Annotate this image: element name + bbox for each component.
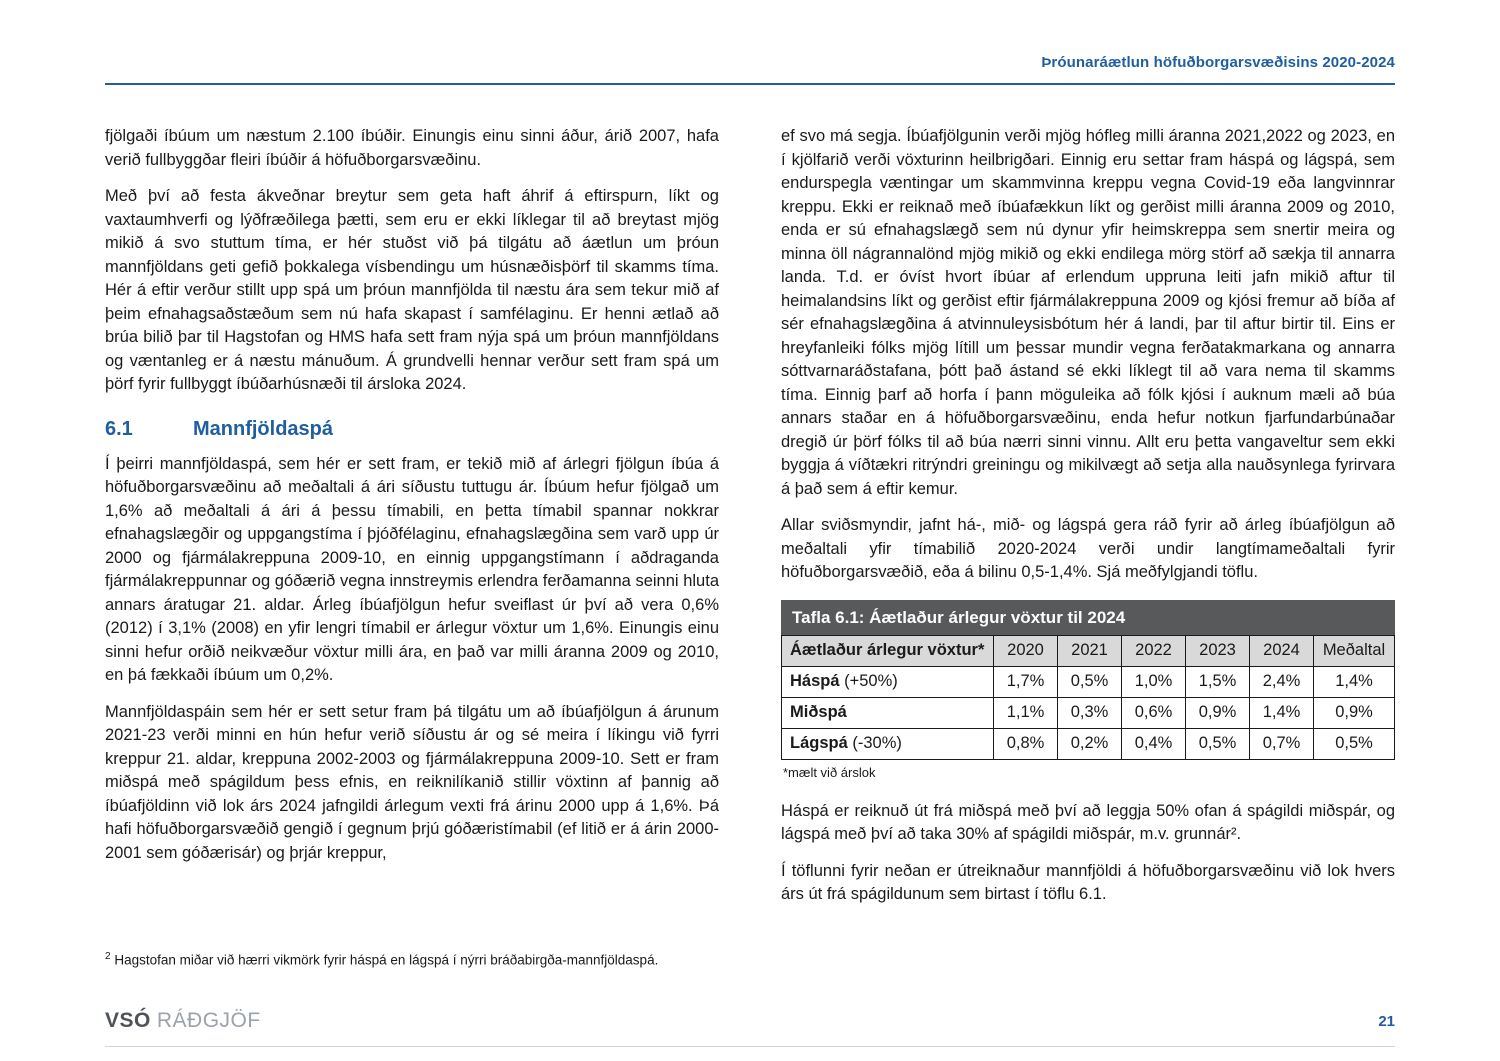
- row-label-suffix: (+50%): [839, 672, 898, 690]
- table-cell: 2,4%: [1250, 666, 1314, 697]
- paragraph: fjölgaði íbúum um næstum 2.100 íbúðir. Einungis einu sinni áður, árið 2007, hafa verið fullbyggðar fleiri íbúðir á höfuðborgarsvæðinu.: [105, 127, 719, 169]
- row-label: Háspá: [790, 672, 840, 690]
- table-cell: 0,7%: [1250, 728, 1314, 759]
- table-column-header: 2023: [1186, 635, 1250, 666]
- table-title: Tafla 6.1: Áætlaður árlegur vöxtur til 2024: [781, 600, 1395, 635]
- table-cell: 1,5%: [1186, 666, 1250, 697]
- table-cell: 0,6%: [1122, 697, 1186, 728]
- table-note: *mælt við árslok: [783, 764, 876, 780]
- paragraph: Í þeirri mannfjöldaspá, sem hér er sett fram, er tekið mið af árlegri fjölgun íbúa á höfuðborgarsvæðinu að meðaltali á ári síðustu tuttugu ár. Íbúum hefur fjölgað um 1,6% að meðaltali á ári á þessu tímabili, en þetta tímabil spannar nokkrar efnahagslægðir og uppgangstíma í þjóðfélaginu, efnahagslægðina sem varð upp úr 2000 og fjármálakreppuna 2009-10, en einnig uppgangstímann í aðdraganda fjármálakreppunnar og góðærið vegna innstreymis erlendra ferðamanna seinni hluta annars áratugar 21. aldar. Árleg íbúafjölgun hefur sveiflast úr því að vera 0,6% (2012) í 3,1% (2008) en yfir lengri tímabil er árlegur vöxtur um 1,6%. Einungis einu sinni hefur orðið neikvæður vöxtur milli ára, en það var milli áranna 2009 og 2010, en þá fækkaði íbúum um 0,2%.: [105, 454, 719, 684]
- two-column-body: [105, 125, 1395, 977]
- table-cell: 0,3%: [1058, 697, 1122, 728]
- footnote: [105, 948, 719, 978]
- table-column-header: Áætlaður árlegur vöxtur*: [782, 635, 994, 666]
- table-cell: 0,5%: [1186, 728, 1250, 759]
- left-column: [105, 125, 719, 977]
- table-row: [782, 697, 1395, 728]
- table-row-label: [782, 666, 994, 697]
- section-title: Mannfjöldaspá: [193, 417, 334, 440]
- page-header: [105, 0, 1395, 85]
- table-column-header: 2024: [1250, 635, 1314, 666]
- paragraph: Mannfjöldaspáin sem hér er sett setur fram þá tilgátu um að íbúafjölgun á árunum 2021-23 verði minni en hún hefur verið síðustu ár og sé meira í líkingu við fyrri kreppur 21. aldar, kreppuna 2002-2003 og fjármálakreppuna 2009-10. Sett er fram miðspá með spágildum þess efnis, en reiknilíkanið stillir vöxtinn af þannig að íbúafjöldinn við lok árs 2024 jafngildi árlegum vexti frá árinu 2000 upp á 1,6%. Þá hafi höfuðborgarsvæðið gengið í gegnum þrjú góðæristímabil (ef litið er á árin 2000-2001 sem góðærisár) og þrjár kreppur,: [105, 702, 719, 862]
- table-column-header: 2021: [1058, 635, 1122, 666]
- table-row: [782, 728, 1395, 759]
- page-footer: [105, 1009, 1395, 1033]
- table-cell: 1,0%: [1122, 666, 1186, 697]
- paragraph: Í töflunni fyrir neðan er útreiknaður mannfjöldi á höfuðborgarsvæðinu við lok hvers árs út frá spágildunum sem birtast í töflu 6.1.: [781, 861, 1395, 903]
- table-cell: 1,1%: [994, 697, 1058, 728]
- logo-primary-text: VSÓ: [105, 1009, 151, 1032]
- row-label: Miðspá: [790, 703, 847, 721]
- right-column: [781, 125, 1395, 920]
- footnote-text: Hagstofan miðar við hærri vikmörk fyrir háspá en lágspá í nýrri bráðabirgða-mannfjöldaspá.: [114, 952, 659, 967]
- row-label: Lágspá: [790, 734, 848, 752]
- table-row-label: [782, 697, 994, 728]
- table-row-label: [782, 728, 994, 759]
- header-rule: [105, 83, 1395, 85]
- table-cell: 0,9%: [1186, 697, 1250, 728]
- table-cell: 0,8%: [994, 728, 1058, 759]
- table-cell: 0,4%: [1122, 728, 1186, 759]
- growth-table: [781, 635, 1395, 760]
- header-title: Þróunaráætlun höfuðborgarsvæðisins 2020-2024: [1041, 54, 1395, 71]
- table-cell: 0,5%: [1314, 728, 1395, 759]
- paragraph: Háspá er reiknuð út frá miðspá með því að leggja 50% ofan á spágildi miðspár, og lágspá með því að taka 30% af spágildi miðspár, m.v. grunnár².: [781, 801, 1395, 843]
- table-cell: 1,7%: [994, 666, 1058, 697]
- logo-secondary-text: RÁÐGJÖF: [156, 1009, 261, 1032]
- table-cell: 0,2%: [1058, 728, 1122, 759]
- vso-radgjof-logo: [105, 1009, 261, 1033]
- section-number: 6.1: [105, 417, 133, 440]
- table-6-1: [781, 600, 1395, 794]
- paragraph: Með því að festa ákveðnar breytur sem geta haft áhrif á eftirspurn, líkt og vaxtaumhverfi og lýðfræðilega þætti, sem eru er ekki líklegar til að breytast mjög mikið á svo stuttum tíma, er hér stuðst við þá tilgátu að áætlun um þróun mannfjöldans geti gefið þokkalega vísbendingu um húsnæðisþörf til skamms tíma. Hér á eftir verður stillt upp spá um þróun mannfjölda til næstu ára sem tekur mið af þeim efnahagsaðstæðum sem nú hafa skapast í samfélaginu. Er henni ætlað að brúa bilið þar til Hagstofan og HMS hafa sett fram nýja spá um þróun mannfjöldans og væntanleg er á næstu mánuðum. Á grundvelli hennar verður sett fram spá um þörf fyrir fullbyggt íbúðarhúsnæði til ársloka 2024.: [105, 187, 719, 393]
- section-heading: [105, 418, 719, 441]
- paragraph: Allar sviðsmyndir, jafnt há-, mið- og lágspá gera ráð fyrir að árleg íbúafjölgun að meðaltali yfir tímabilið 2020-2024 verði undir langtímameðaltali fyrir höfuðborgarsvæðið, eða á bilinu 0,5-1,4%. Sjá meðfylgjandi töflu.: [781, 516, 1395, 581]
- table-column-header: Meðaltal: [1314, 635, 1395, 666]
- table-column-header: 2020: [994, 635, 1058, 666]
- table-cell: 0,9%: [1314, 697, 1395, 728]
- footer-rule: [105, 1046, 1395, 1047]
- page-number: 21: [1378, 1012, 1395, 1030]
- table-column-header: 2022: [1122, 635, 1186, 666]
- table-header-row: [782, 635, 1395, 666]
- row-label-suffix: (-30%): [847, 734, 902, 752]
- table-row: [782, 666, 1395, 697]
- table-cell: 0,5%: [1058, 666, 1122, 697]
- paragraph: ef svo má segja. Íbúafjölgunin verði mjög hófleg milli áranna 2021,2022 og 2023, en í kjölfarið verði vöxturinn heilbrigðari. Einnig eru settar fram háspá og lágspá, sem endurspegla væntingar um skammvinna kreppu vegna Covid-19 eða langvinnrar kreppu. Ekki er reiknað með íbúafækkun líkt og gerðist milli áranna 2009 og 2010, enda er sú efnahagslægð sem nú dynur yfir heimskreppa sem snertir meira og minna öll nágrannalönd mjög mikið og ekki endilega mörg störf að sækja til annarra landa. T.d. er óvíst hvort íbúar af erlendum uppruna leiti jafn mikið aftur til heimalandsins líkt og gerðist eftir fjármálakreppuna 2009 og kjósi fremur að bíða af sér efnahagslægðina á atvinnuleysisbótum hér á landi, þar til aftur birtir til. Eins er hreyfanleiki fólks mjög lítill um þessar mundir vegna ferðatakmarkana og annarra sóttvarnaráðstafana, þótt það ástand sé ekki líklegt til að vara nema til skamms tíma. Einnig þarf að horfa í þann möguleika að fólk kjósi í auknum mæli að búa annars staðar en á höfuðborgarsvæðinu, enda hefur notkun fjarfundarbúnaðar dregið úr þörf fólks til að búa nærri sinni vinnu. Allt eru þetta vangaveltur sem ekki byggja á víðtækri ritrýndri greiningu og mikilvægt að setja alla nauðsynlega fyrirvara á það sem á eftir kemur.: [781, 127, 1395, 498]
- footnote-marker: 2: [105, 950, 111, 962]
- table-cell: 1,4%: [1314, 666, 1395, 697]
- table-cell: 1,4%: [1250, 697, 1314, 728]
